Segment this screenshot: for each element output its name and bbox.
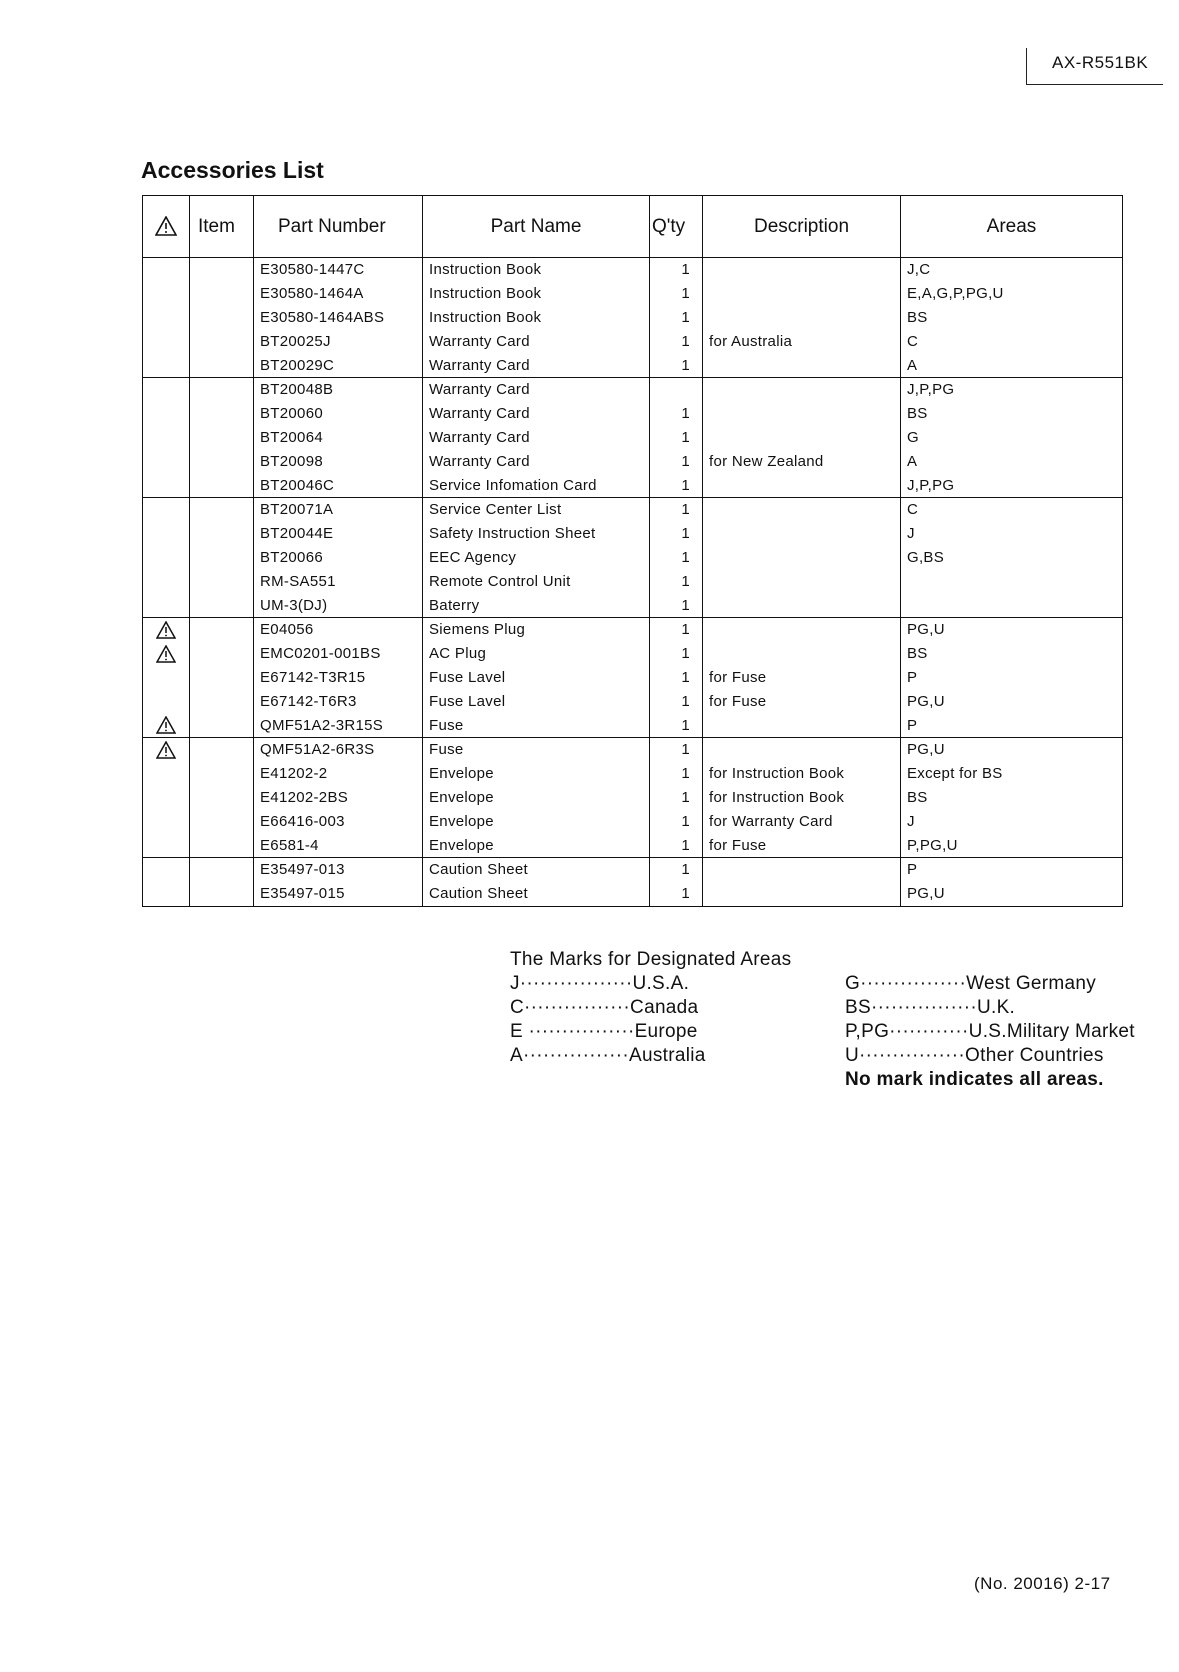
qty-cell: 1 xyxy=(650,666,703,690)
warning-cell xyxy=(143,569,190,593)
warning-cell xyxy=(143,329,190,353)
areas-cell: Except for BS xyxy=(901,762,1123,786)
part-name-cell: Safety Instruction Sheet xyxy=(423,522,650,546)
item-cell xyxy=(190,666,254,690)
item-cell xyxy=(190,282,254,306)
qty-cell: 1 xyxy=(650,282,703,306)
table-row xyxy=(143,402,1123,426)
areas-cell: PG,U xyxy=(901,882,1123,906)
table-row xyxy=(143,737,1123,761)
description-cell: for Warranty Card xyxy=(703,809,901,833)
table-row xyxy=(143,282,1123,306)
warning-triangle-icon xyxy=(156,716,176,734)
item-cell xyxy=(190,426,254,450)
warning-cell xyxy=(143,353,190,377)
table-row xyxy=(143,882,1123,906)
item-cell xyxy=(190,882,254,906)
item-cell xyxy=(190,737,254,761)
legend-left xyxy=(510,948,791,1068)
part-name-cell: Fuse Lavel xyxy=(423,666,650,690)
table-header-row xyxy=(143,196,1123,258)
column-header-qty: Q'ty xyxy=(650,196,703,258)
accessories-table xyxy=(142,195,1123,907)
part-number-cell: E67142-T3R15 xyxy=(254,666,423,690)
part-number-cell: QMF51A2-3R15S xyxy=(254,713,423,737)
qty-cell: 1 xyxy=(650,762,703,786)
item-cell xyxy=(190,689,254,713)
areas-cell: PG,U xyxy=(901,617,1123,641)
item-cell xyxy=(190,642,254,666)
description-cell xyxy=(703,282,901,306)
column-header-part-name: Part Name xyxy=(423,196,650,258)
areas-cell xyxy=(901,593,1123,617)
description-cell xyxy=(703,569,901,593)
description-cell xyxy=(703,377,901,401)
qty-cell: 1 xyxy=(650,546,703,570)
qty-cell: 1 xyxy=(650,833,703,857)
table-row xyxy=(143,713,1123,737)
part-number-cell: BT20048B xyxy=(254,377,423,401)
warning-triangle-icon xyxy=(156,741,176,759)
part-name-cell: Caution Sheet xyxy=(423,882,650,906)
areas-cell: P xyxy=(901,857,1123,881)
qty-cell: 1 xyxy=(650,713,703,737)
warning-triangle-icon xyxy=(156,645,176,663)
part-number-cell: UM-3(DJ) xyxy=(254,593,423,617)
table-row xyxy=(143,546,1123,570)
table-row xyxy=(143,786,1123,810)
table-row xyxy=(143,449,1123,473)
item-cell xyxy=(190,833,254,857)
warning-cell xyxy=(143,786,190,810)
legend-entry: A················Australia xyxy=(510,1045,706,1066)
table-row xyxy=(143,569,1123,593)
areas-cell: BS xyxy=(901,642,1123,666)
legend-title: The Marks for Designated Areas xyxy=(510,949,792,970)
part-name-cell: Service Center List xyxy=(423,497,650,521)
legend-entry: E ················Europe xyxy=(510,1021,698,1042)
warning-cell xyxy=(143,449,190,473)
part-name-cell: Service Infomation Card xyxy=(423,473,650,497)
part-number-cell: RM-SA551 xyxy=(254,569,423,593)
areas-cell: G,BS xyxy=(901,546,1123,570)
warning-cell xyxy=(143,857,190,881)
part-name-cell: Envelope xyxy=(423,762,650,786)
part-number-cell: E30580-1464ABS xyxy=(254,306,423,330)
areas-cell: PG,U xyxy=(901,689,1123,713)
qty-cell: 1 xyxy=(650,306,703,330)
areas-cell: A xyxy=(901,353,1123,377)
description-cell xyxy=(703,473,901,497)
part-name-cell: Warranty Card xyxy=(423,402,650,426)
qty-cell: 1 xyxy=(650,857,703,881)
part-number-cell: E30580-1447C xyxy=(254,258,423,282)
item-cell xyxy=(190,329,254,353)
table-row xyxy=(143,762,1123,786)
part-number-cell: BT20060 xyxy=(254,402,423,426)
part-name-cell: Baterry xyxy=(423,593,650,617)
warning-cell xyxy=(143,642,190,666)
qty-cell xyxy=(650,377,703,401)
warning-cell xyxy=(143,546,190,570)
column-header-description: Description xyxy=(703,196,901,258)
table-row xyxy=(143,473,1123,497)
item-cell xyxy=(190,713,254,737)
description-cell xyxy=(703,713,901,737)
table-body xyxy=(143,258,1123,907)
legend-right xyxy=(845,972,1135,1092)
part-name-cell: EEC Agency xyxy=(423,546,650,570)
item-cell xyxy=(190,353,254,377)
description-cell xyxy=(703,857,901,881)
description-cell: for Instruction Book xyxy=(703,762,901,786)
column-header-areas: Areas xyxy=(901,196,1123,258)
page-number: (No. 20016) 2-17 xyxy=(974,1574,1111,1593)
description-cell xyxy=(703,426,901,450)
areas-cell: J xyxy=(901,809,1123,833)
warning-cell xyxy=(143,426,190,450)
part-number-cell: E35497-013 xyxy=(254,857,423,881)
description-cell xyxy=(703,353,901,377)
item-cell xyxy=(190,377,254,401)
part-name-cell: Fuse xyxy=(423,737,650,761)
description-cell xyxy=(703,306,901,330)
warning-cell xyxy=(143,713,190,737)
legend-note: No mark indicates all areas. xyxy=(845,1069,1104,1090)
part-number-cell: BT20044E xyxy=(254,522,423,546)
part-name-cell: Envelope xyxy=(423,833,650,857)
warning-cell xyxy=(143,666,190,690)
part-name-cell: Fuse Lavel xyxy=(423,689,650,713)
column-header-part-number: Part Number xyxy=(254,196,423,258)
qty-cell: 1 xyxy=(650,569,703,593)
description-cell: for Instruction Book xyxy=(703,786,901,810)
qty-cell: 1 xyxy=(650,593,703,617)
description-cell xyxy=(703,402,901,426)
areas-cell: E,A,G,P,PG,U xyxy=(901,282,1123,306)
item-cell xyxy=(190,473,254,497)
part-name-cell: Warranty Card xyxy=(423,377,650,401)
areas-cell: BS xyxy=(901,306,1123,330)
warning-cell xyxy=(143,402,190,426)
part-number-cell: E66416-003 xyxy=(254,809,423,833)
part-number-cell: BT20066 xyxy=(254,546,423,570)
part-number-cell: BT20029C xyxy=(254,353,423,377)
part-name-cell: Envelope xyxy=(423,786,650,810)
warning-cell xyxy=(143,762,190,786)
legend-entry: C················Canada xyxy=(510,997,699,1018)
part-number-cell: E41202-2 xyxy=(254,762,423,786)
part-name-cell: Siemens Plug xyxy=(423,617,650,641)
part-name-cell: Fuse xyxy=(423,713,650,737)
item-cell xyxy=(190,497,254,521)
description-cell: for Fuse xyxy=(703,689,901,713)
table-row xyxy=(143,353,1123,377)
part-name-cell: Instruction Book xyxy=(423,306,650,330)
part-number-cell: BT20064 xyxy=(254,426,423,450)
item-cell xyxy=(190,857,254,881)
part-number-cell: E35497-015 xyxy=(254,882,423,906)
legend-entry: P,PG············U.S.Military Market xyxy=(845,1021,1135,1042)
areas-cell xyxy=(901,569,1123,593)
item-cell xyxy=(190,306,254,330)
areas-cell: P xyxy=(901,713,1123,737)
qty-cell: 1 xyxy=(650,737,703,761)
warning-cell xyxy=(143,593,190,617)
part-number-cell: QMF51A2-6R3S xyxy=(254,737,423,761)
qty-cell: 1 xyxy=(650,258,703,282)
warning-cell xyxy=(143,473,190,497)
part-number-cell: BT20071A xyxy=(254,497,423,521)
table-row xyxy=(143,377,1123,401)
table-row xyxy=(143,666,1123,690)
part-name-cell: Instruction Book xyxy=(423,282,650,306)
warning-triangle-icon xyxy=(155,216,177,236)
description-cell xyxy=(703,497,901,521)
areas-cell: BS xyxy=(901,402,1123,426)
description-cell xyxy=(703,546,901,570)
part-name-cell: Caution Sheet xyxy=(423,857,650,881)
model-number: AX-R551BK xyxy=(1052,53,1149,72)
warning-cell xyxy=(143,258,190,282)
warning-cell xyxy=(143,377,190,401)
item-cell xyxy=(190,402,254,426)
item-cell xyxy=(190,762,254,786)
item-cell xyxy=(190,786,254,810)
legend-entry: G················West Germany xyxy=(845,973,1097,994)
part-name-cell: Warranty Card xyxy=(423,329,650,353)
table-row xyxy=(143,689,1123,713)
part-number-cell: EMC0201-001BS xyxy=(254,642,423,666)
description-cell xyxy=(703,593,901,617)
qty-cell: 1 xyxy=(650,426,703,450)
qty-cell: 1 xyxy=(650,353,703,377)
qty-cell: 1 xyxy=(650,786,703,810)
part-number-cell: E41202-2BS xyxy=(254,786,423,810)
areas-cell: BS xyxy=(901,786,1123,810)
item-cell xyxy=(190,593,254,617)
part-name-cell: Warranty Card xyxy=(423,449,650,473)
page-title: Accessories List xyxy=(141,157,324,183)
table-row xyxy=(143,258,1123,282)
areas-cell: J,P,PG xyxy=(901,473,1123,497)
item-cell xyxy=(190,522,254,546)
areas-cell: C xyxy=(901,497,1123,521)
description-cell: for Fuse xyxy=(703,833,901,857)
column-header-item: Item xyxy=(190,196,254,258)
legend-entry: BS················U.K. xyxy=(845,997,1016,1018)
part-number-cell: E6581-4 xyxy=(254,833,423,857)
description-cell xyxy=(703,258,901,282)
part-name-cell: Instruction Book xyxy=(423,258,650,282)
part-number-cell: E30580-1464A xyxy=(254,282,423,306)
table-row xyxy=(143,329,1123,353)
description-cell xyxy=(703,522,901,546)
areas-cell: G xyxy=(901,426,1123,450)
warning-cell xyxy=(143,833,190,857)
description-cell xyxy=(703,737,901,761)
description-cell xyxy=(703,617,901,641)
qty-cell: 1 xyxy=(650,449,703,473)
qty-cell: 1 xyxy=(650,882,703,906)
item-cell xyxy=(190,617,254,641)
areas-cell: J,P,PG xyxy=(901,377,1123,401)
item-cell xyxy=(190,569,254,593)
warning-cell xyxy=(143,809,190,833)
legend-entry: J·················U.S.A. xyxy=(510,973,690,994)
part-name-cell: Warranty Card xyxy=(423,426,650,450)
table-row xyxy=(143,833,1123,857)
item-cell xyxy=(190,258,254,282)
warning-cell xyxy=(143,689,190,713)
part-name-cell: AC Plug xyxy=(423,642,650,666)
warning-triangle-icon xyxy=(156,621,176,639)
qty-cell: 1 xyxy=(650,522,703,546)
warning-cell xyxy=(143,882,190,906)
warning-cell xyxy=(143,522,190,546)
table-row xyxy=(143,809,1123,833)
part-name-cell: Warranty Card xyxy=(423,353,650,377)
qty-cell: 1 xyxy=(650,617,703,641)
table-row xyxy=(143,522,1123,546)
qty-cell: 1 xyxy=(650,473,703,497)
areas-cell: C xyxy=(901,329,1123,353)
item-cell xyxy=(190,546,254,570)
item-cell xyxy=(190,809,254,833)
table-row xyxy=(143,857,1123,881)
warning-cell xyxy=(143,617,190,641)
warning-cell xyxy=(143,497,190,521)
accessories-table-container xyxy=(142,195,1122,907)
areas-cell: J xyxy=(901,522,1123,546)
areas-cell: PG,U xyxy=(901,737,1123,761)
warning-cell xyxy=(143,737,190,761)
qty-cell: 1 xyxy=(650,402,703,426)
table-row xyxy=(143,497,1123,521)
part-number-cell: E67142-T6R3 xyxy=(254,689,423,713)
areas-cell: P xyxy=(901,666,1123,690)
warning-cell xyxy=(143,306,190,330)
warning-cell xyxy=(143,282,190,306)
table-row xyxy=(143,642,1123,666)
table-row xyxy=(143,426,1123,450)
qty-cell: 1 xyxy=(650,642,703,666)
qty-cell: 1 xyxy=(650,689,703,713)
part-name-cell: Envelope xyxy=(423,809,650,833)
table-row xyxy=(143,617,1123,641)
qty-cell: 1 xyxy=(650,329,703,353)
description-cell: for Fuse xyxy=(703,666,901,690)
areas-cell: P,PG,U xyxy=(901,833,1123,857)
legend-entry: U················Other Countries xyxy=(845,1045,1104,1066)
areas-cell: A xyxy=(901,449,1123,473)
part-number-cell: BT20046C xyxy=(254,473,423,497)
part-number-cell: BT20025J xyxy=(254,329,423,353)
description-cell: for Australia xyxy=(703,329,901,353)
description-cell xyxy=(703,882,901,906)
qty-cell: 1 xyxy=(650,809,703,833)
description-cell: for New Zealand xyxy=(703,449,901,473)
table-row xyxy=(143,306,1123,330)
warning-column-header xyxy=(143,196,190,258)
qty-cell: 1 xyxy=(650,497,703,521)
part-number-cell: BT20098 xyxy=(254,449,423,473)
table-row xyxy=(143,593,1123,617)
part-name-cell: Remote Control Unit xyxy=(423,569,650,593)
description-cell xyxy=(703,642,901,666)
part-number-cell: E04056 xyxy=(254,617,423,641)
areas-cell: J,C xyxy=(901,258,1123,282)
item-cell xyxy=(190,449,254,473)
